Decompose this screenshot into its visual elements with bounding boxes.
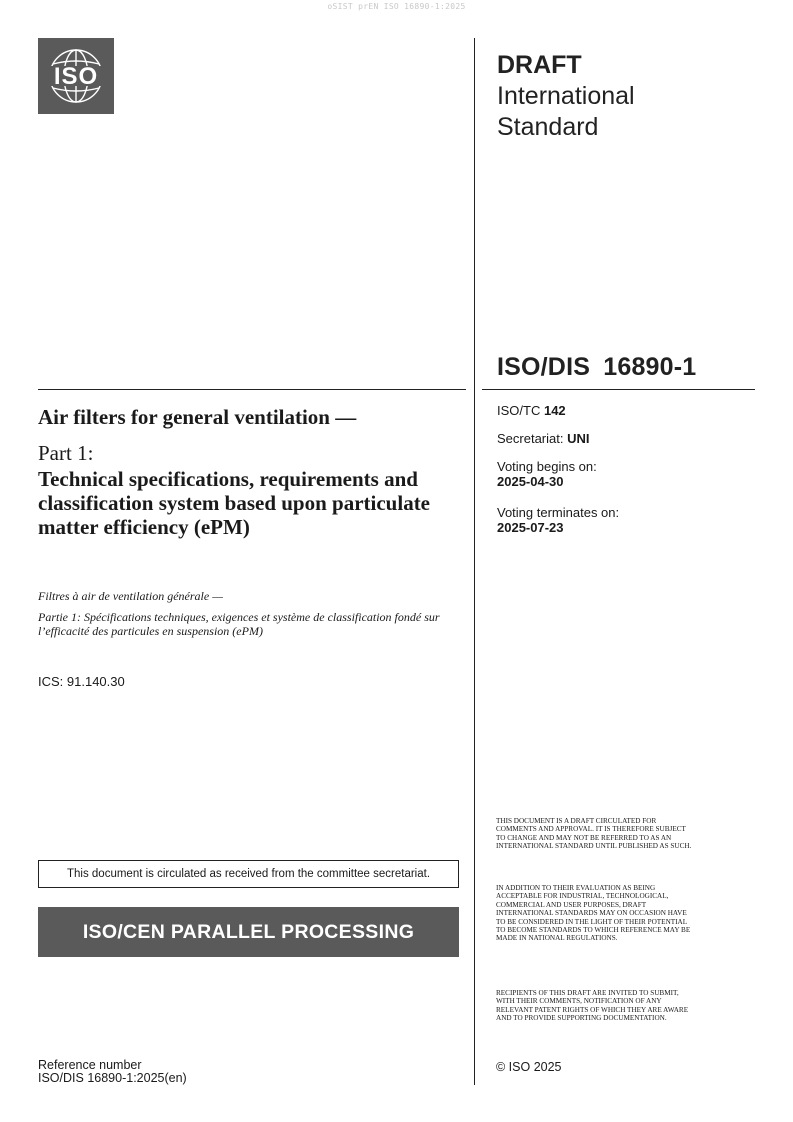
part-label: Part 1: xyxy=(38,441,94,465)
document-type-heading xyxy=(497,50,757,143)
tc-value: 142 xyxy=(543,403,566,418)
parallel-processing-banner: ISO/CEN PARALLEL PROCESSING xyxy=(38,907,459,957)
reference-label: Reference number xyxy=(38,1058,142,1072)
voting-begins-label: Voting begins on: xyxy=(497,459,597,474)
disclaimer-patents: RECIPIENTS OF THIS DRAFT ARE INVITED TO SUBMIT, WITH THEIR COMMENTS, NOTIFICATION OF ANY RELEVANT PATENT RIGHTS OF WHICH THEY ARE AWARE AND TO PROVIDE SUPPORTING DOCUMENTATION. xyxy=(496,989,689,1023)
column-divider xyxy=(474,38,475,1085)
title-rule-right xyxy=(482,389,755,390)
iso-logo-text: ISO xyxy=(53,63,99,90)
technical-committee xyxy=(497,403,566,418)
secretariat-label: Secretariat: xyxy=(497,431,564,446)
disclaimer-draft: THIS DOCUMENT IS A DRAFT CIRCULATED FOR COMMENTS AND APPROVAL. IT IS THEREFORE SUBJECT TO CHANGE AND MAY NOT BE REFERRED TO AS AN INTERNATIONAL STANDARD UNTIL PUBLISHED AS SUCH. xyxy=(496,817,692,851)
french-title: Filtres à air de ventilation générale — xyxy=(38,589,223,603)
document-number: ISO/DIS 16890-1 xyxy=(497,353,697,381)
secretariat-value: UNI xyxy=(567,431,590,446)
reference-value: ISO/DIS 16890-1:2025(en) xyxy=(38,1071,187,1085)
secretariat xyxy=(497,431,590,446)
circulation-note: This document is circulated as received from the committee secretariat. xyxy=(38,860,459,888)
voting-begins-date: 2025-04-30 xyxy=(497,474,564,489)
part-title: Technical specifications, requirements and classification system based upon particulate matter efficiency (ePM) xyxy=(38,467,431,539)
standard-label: Standard xyxy=(497,113,599,141)
ics-code: ICS: 91.140.30 xyxy=(38,674,125,689)
voting-terminates-date: 2025-07-23 xyxy=(497,520,564,535)
french-part-title: Partie 1: Spécifications techniques, exigences et système de classification fondé sur l’efficacité des particules en suspension (ePM) xyxy=(38,610,440,638)
reference-number xyxy=(38,1059,187,1085)
globe-icon xyxy=(38,38,114,114)
voting-terminates xyxy=(497,505,619,535)
voting-begins xyxy=(497,459,597,489)
tc-label: ISO/TC xyxy=(497,403,541,418)
draft-label: DRAFT xyxy=(497,51,582,79)
voting-terminates-label: Voting terminates on: xyxy=(497,505,620,520)
international-label: International xyxy=(497,82,635,110)
watermark: oSIST prEN ISO 16890-1:2025 xyxy=(327,2,466,11)
copyright: © ISO 2025 xyxy=(496,1060,562,1074)
document-title: Air filters for general ventilation — xyxy=(38,405,357,429)
title-rule-left xyxy=(38,389,466,390)
iso-logo xyxy=(38,38,114,114)
disclaimer-evaluation: IN ADDITION TO THEIR EVALUATION AS BEING ACCEPTABLE FOR INDUSTRIAL, TECHNOLOGICAL, COMMERCIAL AND USER PURPOSES, DRAFT INTERNATIONAL STANDARDS MAY ON OCCASION HAVE TO BE CONSIDERED IN THE LIGHT OF THEIR POTENTIAL TO BECOME STANDARDS TO WHICH REFERENCE MAY BE MADE IN NATIONAL REGULATIONS. xyxy=(496,884,691,943)
